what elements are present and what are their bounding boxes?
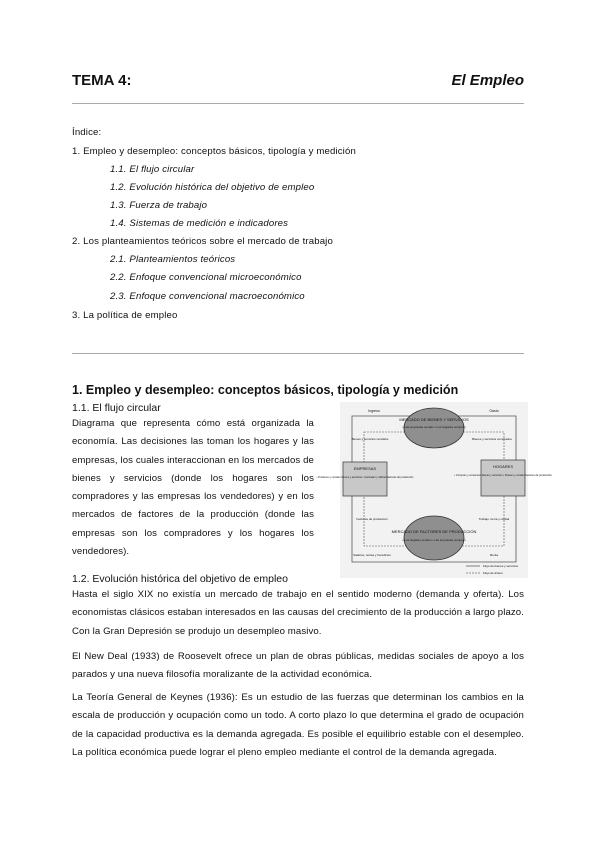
factors-label: Factores de producción bbox=[356, 517, 388, 521]
page-header bbox=[72, 72, 524, 94]
money-flow-legend: Flujo de dinero bbox=[483, 571, 503, 575]
subsection-title: 1.1. El flujo circular bbox=[72, 402, 161, 414]
header-divider bbox=[72, 103, 524, 104]
topic-number: TEMA 4: bbox=[72, 72, 132, 89]
income-label: Ingreso bbox=[368, 409, 380, 413]
rent-label: Renta bbox=[489, 553, 499, 557]
firms-label: EMPRESAS bbox=[353, 466, 377, 471]
households-notes: • Compran y consumen bienes y servicios • Poseen y venden factores de producción bbox=[454, 474, 552, 477]
wages-label: Salarios, rentas y beneficios bbox=[353, 553, 391, 557]
section-title: 1. Empleo y desempleo: conceptos básicos, tipología y medición bbox=[72, 383, 459, 397]
spending-label: Gasto bbox=[489, 409, 499, 413]
index-subitem: 2.1. Planteamientos teóricos bbox=[110, 254, 236, 265]
circular-flow-paragraph: Diagrama que representa cómo está organizada la economía. Las decisiones las toman los hogares y las empresas, los cuales interaccionan en los mercados de bienes y servicios (donde los hogares son los compradores y las empresas los vendedores) y en los mercados de factores de la producción (donde las empresas son los compradores y los hogares los vendedores). bbox=[72, 418, 314, 558]
history-paragraph-3: La Teoría General de Keynes (1936): Es un estudio de las fuerzas que determinan los cambios en la escala de producción y ocupación como un todo. A corto plazo lo que determina el grado de ocupación de la capacidad productiva es la demanda agregada. Es posible el equilibrio estable con el desempleo. La política económica puede lograr el pleno empleo mediante el control de la demanda agregada. bbox=[72, 692, 524, 758]
index-subitem: 1.2. Evolución histórica del objetivo de empleo bbox=[110, 182, 315, 193]
circular-flow-diagram bbox=[316, 402, 552, 578]
index-item: 2. Los planteamientos teóricos sobre el mercado de trabajo bbox=[72, 236, 333, 247]
topic-title: El Empleo bbox=[451, 72, 524, 89]
factor-market-notes: • Los hogares venden • Las empresas compran bbox=[402, 538, 466, 542]
index-subitem: 1.1. El flujo circular bbox=[110, 164, 195, 175]
subsection-title: 1.2. Evolución histórica del objetivo de empleo bbox=[72, 573, 288, 585]
index-subitem: 1.4. Sistemas de medición e indicadores bbox=[110, 218, 289, 229]
factor-market-label: MERCADO DE FACTORES DE PRODUCCIÓN bbox=[391, 529, 477, 534]
goods-market-notes: • Las empresas venden • Los hogares compran bbox=[402, 425, 466, 429]
index-divider bbox=[72, 353, 524, 354]
labor-land-capital-label: Trabajo, tierra y capital bbox=[478, 517, 510, 521]
goods-market-label: MERCADO DE BIENES Y SERVICIOS bbox=[399, 417, 469, 422]
firms-notes: • Producen y venden bienes y servicios • Contratan y utilizan factores de producción bbox=[316, 476, 414, 479]
index-item: 3. La política de empleo bbox=[72, 310, 178, 321]
goods-sold-label: Bienes y servicios vendidos bbox=[351, 437, 389, 441]
goods-bought-label: Bienes y servicios comprados bbox=[472, 437, 512, 441]
index-item: 1. Empleo y desempleo: conceptos básicos, tipología y medición bbox=[72, 146, 356, 157]
index-subitem: 2.3. Enfoque convencional macroeconómico bbox=[110, 291, 305, 302]
index-subitem: 1.3. Fuerza de trabajo bbox=[110, 200, 208, 211]
history-paragraph-1: Hasta el siglo XIX no existía un mercado de trabajo en el sentido moderno (demanda y oferta). Los economistas clásicos estaban interesados en las causas del crecimiento de la producción a largo plazo. Con la Gran Depresión se produjo un desempleo masivo. bbox=[72, 589, 524, 637]
households-label: HOGARES bbox=[492, 464, 514, 469]
index-subitem: 2.2. Enfoque convencional microeconómico bbox=[110, 272, 302, 283]
index-label: Índice: bbox=[72, 127, 102, 138]
history-paragraph-2: El New Deal (1933) de Roosevelt ofrece un plan de obras públicas, medidas sociales de apoyo a los parados y una nueva filosofía moralizante de la actividad económica. bbox=[72, 651, 524, 681]
goods-flow-legend: Flujo de bienes y servicios bbox=[483, 564, 519, 568]
